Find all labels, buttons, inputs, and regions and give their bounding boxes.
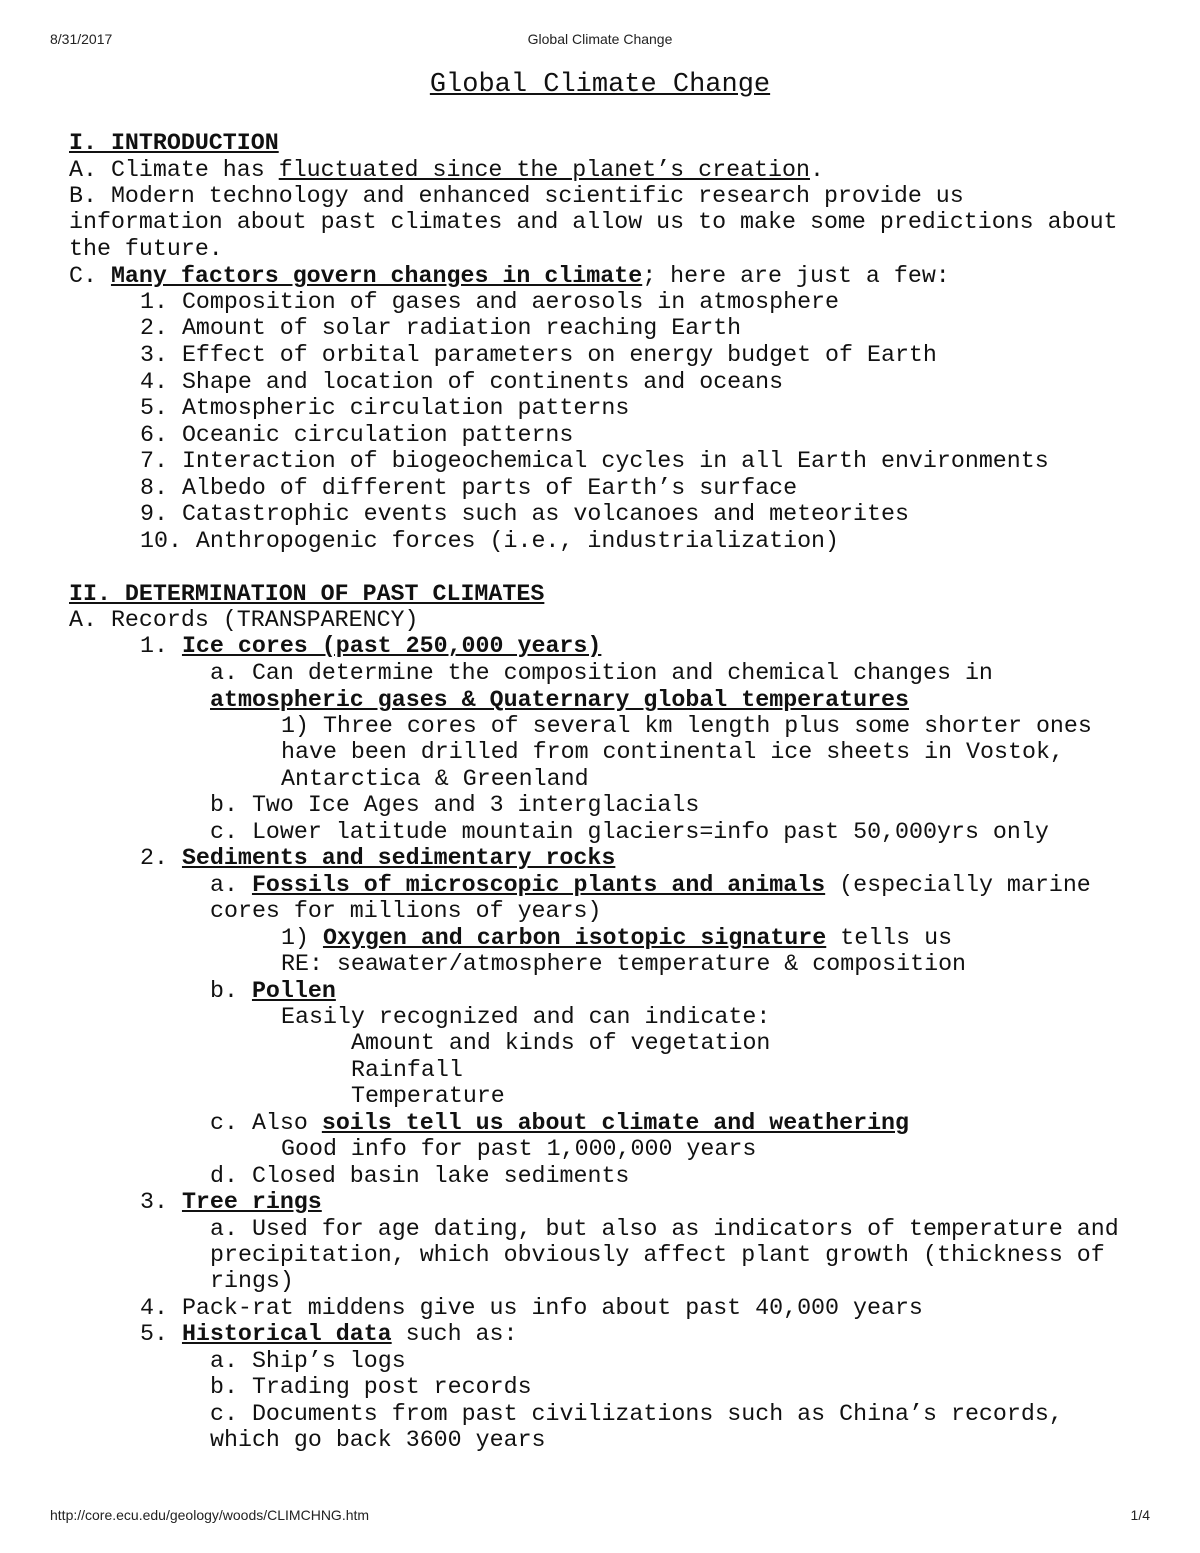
tree-rings-title: Tree rings: [181, 1189, 322, 1215]
sed-a-line-1: [210, 872, 1091, 898]
intro-a-prefix: A. Climate has: [69, 157, 279, 183]
sed-c-line: [210, 1110, 909, 1136]
pollen-item: Temperature: [351, 1083, 505, 1109]
sed-a-prefix: a.: [210, 872, 252, 898]
sed-c-bold: soils tell us about climate and weathering: [321, 1110, 910, 1136]
ice-c: c. Lower latitude mountain glaciers=info past 50,000yrs only: [210, 819, 1049, 845]
factor-item: 1. Composition of gases and aerosols in atmosphere: [140, 289, 840, 315]
sed-a-1-prefix: 1): [281, 925, 323, 951]
hist-a: a. Ship’s logs: [210, 1348, 406, 1374]
sed-a-rest: (especially marine: [825, 872, 1091, 898]
sediments-title: Sediments and sedimentary rocks: [181, 845, 616, 871]
sediments-line: [140, 845, 615, 871]
ice-b: b. Two Ice Ages and 3 interglacials: [210, 792, 700, 818]
ice-cores-title: Ice cores (past 250,000 years): [181, 633, 602, 659]
footer-url[interactable]: http://core.ecu.edu/geology/woods/CLIMCHNG.htm: [50, 1507, 370, 1523]
ice-a-1-line-2: have been drilled from continental ice sheets in Vostok,: [281, 739, 1064, 765]
ice-a-line-1: a. Can determine the composition and chemical changes in: [210, 660, 993, 686]
factor-item: 9. Catastrophic events such as volcanoes and meteorites: [140, 501, 909, 527]
hist-c-line-2: which go back 3600 years: [210, 1427, 546, 1453]
sed-a-1-line-1: [281, 925, 952, 951]
factor-item: 7. Interaction of biogeochemical cycles in all Earth environments: [140, 448, 1049, 474]
past-heading: II. DETERMINATION OF PAST CLIMATES: [69, 581, 545, 607]
factor-item: 10. Anthropogenic forces (i.e., industrialization): [140, 528, 840, 554]
hist-rest: such as:: [391, 1321, 518, 1347]
tree-rings-line: [140, 1189, 322, 1215]
sed-a-1-line-2: RE: seawater/atmosphere temperature & composition: [281, 951, 967, 977]
pollen-title: Pollen: [251, 978, 336, 1004]
intro-b-line-1: B. Modern technology and enhanced scientific research provide us: [69, 183, 964, 209]
intro-b-line-3: the future.: [69, 236, 223, 262]
intro-a-link[interactable]: fluctuated since the planet’s creation: [278, 157, 810, 183]
ice-cores-line: [140, 633, 601, 659]
intro-c-bold: Many factors govern changes in climate: [110, 263, 643, 289]
intro-c-prefix: C.: [69, 263, 111, 289]
sed-c-prefix: c. Also: [210, 1110, 322, 1136]
ice-a-line-2: atmospheric gases & Quaternary global temperatures: [210, 687, 910, 713]
header-date: 8/31/2017: [50, 31, 113, 47]
sed-b-line: [210, 978, 336, 1004]
ice-num: 1.: [140, 633, 182, 659]
historical-line: [140, 1321, 518, 1347]
factor-item: 4. Shape and location of continents and oceans: [140, 369, 784, 395]
factor-item: 2. Amount of solar radiation reaching Earth: [140, 315, 742, 341]
packrat-line: 4. Pack-rat middens give us info about past 40,000 years: [140, 1295, 923, 1321]
tree-a-line-1: a. Used for age dating, but also as indicators of temperature and: [210, 1216, 1119, 1242]
hist-num: 5.: [140, 1321, 182, 1347]
factor-item: 6. Oceanic circulation patterns: [140, 422, 574, 448]
sed-b-prefix: b.: [210, 978, 252, 1004]
sed-a-bold: Fossils of microscopic plants and animals: [251, 872, 826, 898]
footer-page-number: 1/4: [1130, 1507, 1150, 1523]
intro-b-line-2: information about past climates and allow us to make some predictions about: [69, 209, 1118, 235]
hist-b: b. Trading post records: [210, 1374, 532, 1400]
factor-item: 8. Albedo of different parts of Earth’s surface: [140, 475, 798, 501]
factor-item: 3. Effect of orbital parameters on energy budget of Earth: [140, 342, 937, 368]
ice-a-1-line-3: Antarctica & Greenland: [281, 766, 589, 792]
intro-c-rest: ; here are just a few:: [642, 263, 950, 289]
ice-a-1-line-1: 1) Three cores of several km length plus some shorter ones: [281, 713, 1092, 739]
sed-a-line-2: cores for millions of years): [210, 898, 602, 924]
tree-num: 3.: [140, 1189, 182, 1215]
document-title: Global Climate Change: [429, 70, 771, 100]
sed-b-desc: Easily recognized and can indicate:: [281, 1004, 771, 1030]
intro-a-line: [69, 157, 824, 183]
pollen-item: Rainfall: [351, 1057, 463, 1083]
sed-a-1-bold: Oxygen and carbon isotopic signature: [322, 925, 827, 951]
past-a: A. Records (TRANSPARENCY): [69, 607, 419, 633]
sed-a-1-rest: tells us: [826, 925, 953, 951]
tree-a-line-3: rings): [210, 1268, 294, 1294]
intro-c-line: [69, 263, 950, 289]
pollen-item: Amount and kinds of vegetation: [351, 1030, 771, 1056]
sed-num: 2.: [140, 845, 182, 871]
sed-d: d. Closed basin lake sediments: [210, 1163, 630, 1189]
header-title: Global Climate Change: [527, 31, 673, 47]
hist-c-line-1: c. Documents from past civilizations such as China’s records,: [210, 1401, 1063, 1427]
sed-c-line-2: Good info for past 1,000,000 years: [281, 1136, 757, 1162]
historical-title: Historical data: [181, 1321, 392, 1347]
factor-item: 5. Atmospheric circulation patterns: [140, 395, 630, 421]
intro-a-end: .: [809, 157, 824, 183]
intro-heading: I. INTRODUCTION: [69, 130, 279, 156]
tree-a-line-2: precipitation, which obviously affect plant growth (thickness of: [210, 1242, 1105, 1268]
